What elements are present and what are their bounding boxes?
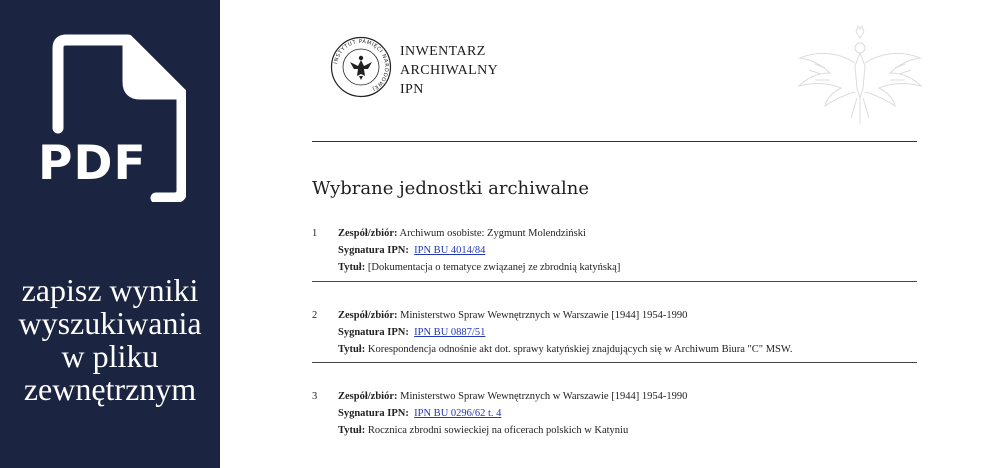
zespol-label: Zespół/zbiór: <box>338 228 398 239</box>
caption-line: w pliku <box>61 338 159 374</box>
entry-divider <box>312 281 917 282</box>
zespol-value: Ministerstwo Spraw Wewnętrznych w Warszawie [1944] 1954-1990 <box>400 391 688 402</box>
zespol-label: Zespół/zbiór: <box>338 391 398 402</box>
zespol-value: Ministerstwo Spraw Wewnętrznych w Warszawie [1944] 1954-1990 <box>400 310 688 321</box>
eagle-watermark <box>785 18 935 130</box>
caption-line: zapisz wyniki <box>21 272 199 308</box>
pdf-label: PDF <box>38 136 147 191</box>
caption-line: zewnętrznym <box>23 371 197 407</box>
title-line: INWENTARZ <box>400 44 486 59</box>
entry-number: 1 <box>312 228 318 239</box>
sygnatura-label: Sygnatura IPN: <box>338 408 409 419</box>
export-caption <box>0 274 220 406</box>
tytul-value: [Dokumentacja o tematyce związanej ze zbrodnią katyńską] <box>367 262 621 273</box>
sygnatura-label: Sygnatura IPN: <box>338 245 409 256</box>
sygnatura-label: Sygnatura IPN: <box>338 327 409 338</box>
tytul-label: Tytuł: <box>338 262 366 273</box>
section-title: Wybrane jednostki archiwalne <box>312 178 590 199</box>
tytul-value: Rocznica zbrodni sowieckiej na oficerach polskich w Katyniu <box>367 425 629 436</box>
zespol-value: Archiwum osobiste: Zygmunt Molendziński <box>399 228 586 239</box>
tytul-value: Korespondencja odnośnie akt dot. sprawy katyńskiej znajdujących się w Archiwum Biura "C" MSW. <box>367 344 793 355</box>
sygnatura-link[interactable]: IPN BU 4014/84 <box>414 245 486 256</box>
sygnatura-link[interactable]: IPN BU 0296/62 t. 4 <box>414 408 502 419</box>
pdf-export-banner[interactable] <box>0 0 220 468</box>
title-line: IPN <box>400 82 424 97</box>
entry-number: 2 <box>312 310 318 321</box>
caption-line: wyszukiwania <box>18 305 202 341</box>
title-line: ARCHIWALNY <box>400 63 499 78</box>
ipn-seal-logo <box>330 36 392 98</box>
tytul-label: Tytuł: <box>338 425 366 436</box>
inventory-title <box>400 42 498 99</box>
header-divider <box>312 141 917 142</box>
tytul-label: Tytuł: <box>338 344 366 355</box>
entry-number: 3 <box>312 391 318 402</box>
sygnatura-link[interactable]: IPN BU 0887/51 <box>414 327 486 338</box>
document-preview <box>220 0 1000 468</box>
zespol-label: Zespół/zbiór: <box>338 310 398 321</box>
entry-divider <box>312 362 917 363</box>
svg-text:INSTYTUT PAMIĘCI NARODOWEJ: INSTYTUT PAMIĘCI NARODOWEJ <box>333 38 390 92</box>
